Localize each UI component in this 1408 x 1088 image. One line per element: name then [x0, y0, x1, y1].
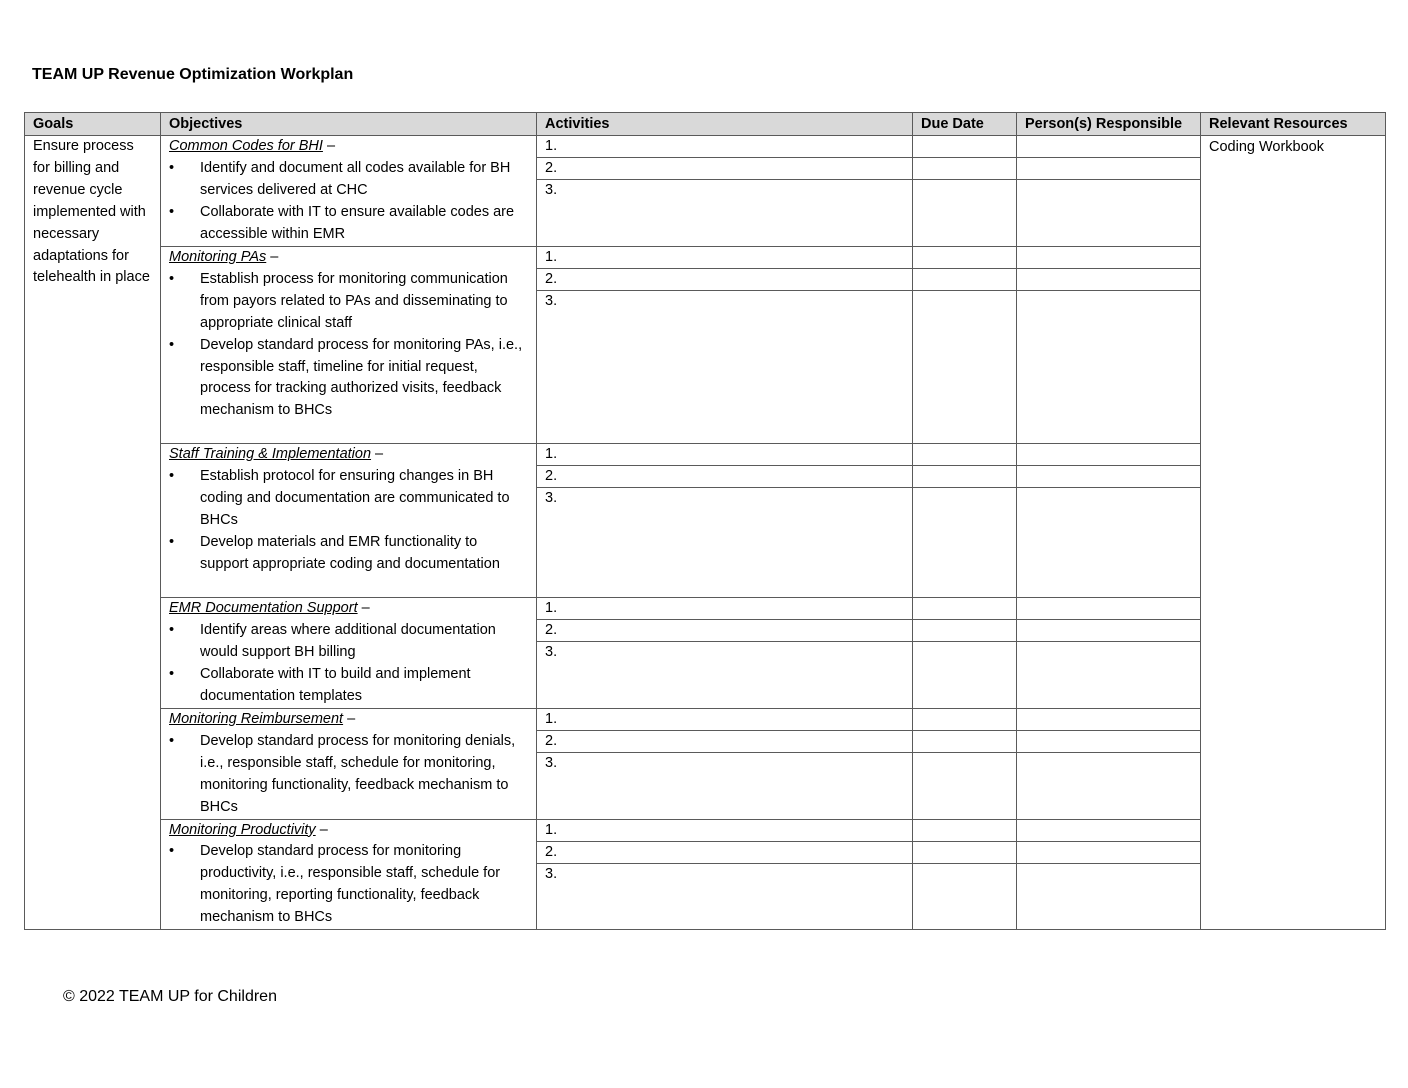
activity-cell[interactable]: 1.	[537, 709, 913, 731]
activity-cell[interactable]: 3.	[537, 863, 913, 929]
persons-responsible-cell[interactable]	[1017, 753, 1201, 819]
activity-cell[interactable]: 2.	[537, 620, 913, 642]
objective-bullet: • Collaborate with IT to build and implement documentation templates	[169, 664, 528, 708]
persons-responsible-cell[interactable]	[1017, 180, 1201, 247]
header-activities: Activities	[537, 113, 913, 136]
due-date-cell[interactable]	[913, 444, 1017, 466]
document-title: TEAM UP Revenue Optimization Workplan	[32, 66, 354, 83]
due-date-cell[interactable]	[913, 291, 1017, 444]
activity-cell[interactable]: 1.	[537, 247, 913, 269]
objective-bullet-list	[169, 158, 528, 246]
due-date-cell[interactable]	[913, 642, 1017, 709]
objective-bullet: • Develop materials and EMR functionality to support appropriate coding and documentation	[169, 532, 528, 576]
objective-cell	[161, 598, 537, 709]
table-row	[25, 444, 1386, 466]
activity-cell[interactable]: 1.	[537, 598, 913, 620]
persons-responsible-cell[interactable]	[1017, 731, 1201, 753]
activity-cell[interactable]: 2.	[537, 466, 913, 488]
due-date-cell[interactable]	[913, 466, 1017, 488]
persons-responsible-cell[interactable]	[1017, 841, 1201, 863]
table-row	[25, 136, 1386, 158]
persons-responsible-cell[interactable]	[1017, 863, 1201, 929]
activity-cell[interactable]: 3.	[537, 753, 913, 819]
persons-responsible-cell[interactable]	[1017, 269, 1201, 291]
header-due-date: Due Date	[913, 113, 1017, 136]
due-date-cell[interactable]	[913, 488, 1017, 598]
objective-heading-line	[169, 136, 528, 158]
objective-cell	[161, 444, 537, 598]
persons-responsible-cell[interactable]	[1017, 598, 1201, 620]
objective-bullet-list	[169, 841, 528, 929]
due-date-cell[interactable]	[913, 819, 1017, 841]
header-objectives: Objectives	[161, 113, 537, 136]
objective-bullet: • Establish protocol for ensuring changes in BH coding and documentation are communicated to BHCs	[169, 466, 528, 532]
header-persons-responsible: Person(s) Responsible	[1017, 113, 1201, 136]
activity-cell[interactable]: 1.	[537, 136, 913, 158]
objective-heading: Monitoring PAs	[169, 249, 267, 265]
due-date-cell[interactable]	[913, 158, 1017, 180]
objective-heading-dash: –	[343, 711, 356, 727]
header-relevant-resources: Relevant Resources	[1201, 113, 1386, 136]
activity-cell[interactable]: 2.	[537, 158, 913, 180]
objective-heading-line	[169, 598, 528, 620]
objective-bullet-list	[169, 269, 528, 422]
persons-responsible-cell[interactable]	[1017, 620, 1201, 642]
workplan-table	[24, 112, 1386, 930]
activity-cell[interactable]: 3.	[537, 180, 913, 247]
due-date-cell[interactable]	[913, 247, 1017, 269]
objective-bullet: • Identify and document all codes available for BH services delivered at CHC	[169, 158, 528, 202]
due-date-cell[interactable]	[913, 598, 1017, 620]
activity-cell[interactable]: 1.	[537, 819, 913, 841]
header-row	[25, 113, 1386, 136]
header-goals: Goals	[25, 113, 161, 136]
objective-heading-line	[169, 820, 528, 842]
objective-heading-dash: –	[357, 600, 370, 616]
persons-responsible-cell[interactable]	[1017, 136, 1201, 158]
persons-responsible-cell[interactable]	[1017, 488, 1201, 598]
due-date-cell[interactable]	[913, 620, 1017, 642]
objective-heading-dash: –	[322, 138, 336, 154]
due-date-cell[interactable]	[913, 753, 1017, 819]
persons-responsible-cell[interactable]	[1017, 444, 1201, 466]
due-date-cell[interactable]	[913, 180, 1017, 247]
objective-bullet: • Establish process for monitoring communication from payors related to PAs and disseminating to appropriate clinical staff	[169, 269, 528, 335]
persons-responsible-cell[interactable]	[1017, 158, 1201, 180]
table-row	[25, 709, 1386, 731]
objective-heading: Staff Training & Implementation	[169, 446, 372, 462]
due-date-cell[interactable]	[913, 731, 1017, 753]
relevant-resources-cell: Coding Workbook	[1201, 136, 1386, 930]
objective-heading-dash: –	[371, 446, 384, 462]
objective-bullet: • Collaborate with IT to ensure available codes are accessible within EMR	[169, 202, 528, 246]
objective-heading: Common Codes for BHI	[169, 138, 323, 154]
objective-heading-dash: –	[315, 821, 328, 838]
objective-heading: Monitoring Reimbursement	[169, 711, 344, 727]
objective-heading-dash: –	[266, 249, 279, 265]
persons-responsible-cell[interactable]	[1017, 819, 1201, 841]
objective-bullet: • Develop standard process for monitoring PAs, i.e., responsible staff, timeline for initial request, process for tracking authorized visits, feedback mechanism to BHCs	[169, 335, 528, 423]
due-date-cell[interactable]	[913, 709, 1017, 731]
table-row	[25, 247, 1386, 269]
objective-bullet: • Identify areas where additional documentation would support BH billing	[169, 620, 528, 664]
copyright-footer: © 2022 TEAM UP for Children	[63, 988, 277, 1005]
persons-responsible-cell[interactable]	[1017, 709, 1201, 731]
objective-heading-line	[169, 444, 528, 466]
objective-bullet: • Develop standard process for monitoring denials, i.e., responsible staff, schedule for monitoring, monitoring functionality, feedback mechanism to BHCs	[169, 731, 528, 819]
objective-heading: Monitoring Productivity	[169, 821, 316, 838]
activity-cell[interactable]: 3.	[537, 488, 913, 598]
objective-cell	[161, 709, 537, 820]
table-row	[25, 819, 1386, 841]
objective-bullet-list	[169, 466, 528, 576]
activity-cell[interactable]: 2.	[537, 269, 913, 291]
activity-cell[interactable]: 3.	[537, 642, 913, 709]
objective-cell	[161, 247, 537, 444]
persons-responsible-cell[interactable]	[1017, 466, 1201, 488]
goal-cell: Ensure process for billing and revenue cycle implemented with necessary adaptations for telehealth in place	[25, 136, 161, 930]
objective-cell	[161, 136, 537, 247]
activity-cell[interactable]: 2.	[537, 841, 913, 863]
workplan-body	[25, 136, 1386, 930]
due-date-cell[interactable]	[913, 269, 1017, 291]
persons-responsible-cell[interactable]	[1017, 291, 1201, 444]
persons-responsible-cell[interactable]	[1017, 247, 1201, 269]
due-date-cell[interactable]	[913, 841, 1017, 863]
objective-heading: EMR Documentation Support	[169, 600, 358, 616]
persons-responsible-cell[interactable]	[1017, 642, 1201, 709]
objective-bullet-list	[169, 731, 528, 819]
table-row	[25, 598, 1386, 620]
activity-cell[interactable]: 3.	[537, 291, 913, 444]
objective-heading-line	[169, 247, 528, 269]
activity-cell[interactable]: 2.	[537, 731, 913, 753]
activity-cell[interactable]: 1.	[537, 444, 913, 466]
objective-bullet: • Develop standard process for monitoring productivity, i.e., responsible staff, schedule for monitoring, reporting functionality, feedback mechanism to BHCs	[169, 841, 528, 929]
objective-cell	[161, 819, 537, 930]
objective-bullet-list	[169, 620, 528, 708]
due-date-cell[interactable]	[913, 863, 1017, 929]
objective-heading-line	[169, 709, 528, 731]
due-date-cell[interactable]	[913, 136, 1017, 158]
